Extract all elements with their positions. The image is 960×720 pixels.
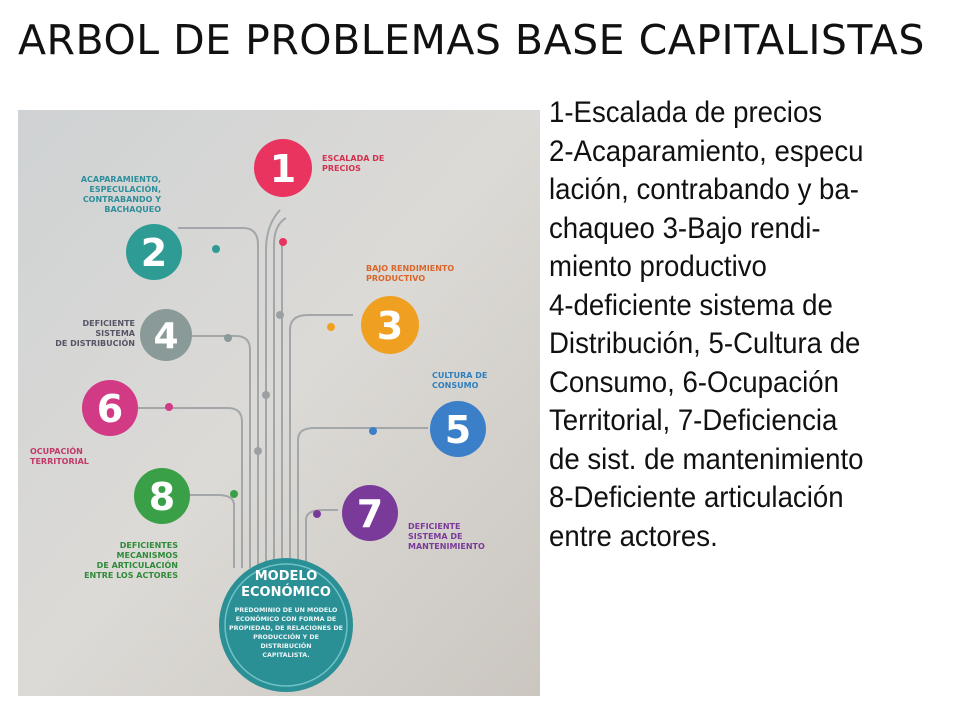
problem-5-label-line-1: CULTURA DE [432,371,488,380]
problem-tree-diagram [18,110,540,696]
center-model [219,558,353,692]
description-line: entre actores. [549,519,718,553]
problem-description [549,94,922,556]
problem-2-label-line-2: ESPECULACIÓN, [89,185,161,194]
problem-3-number: 3 [376,304,404,348]
description-line: Territorial, 7-Deficiencia [549,404,838,437]
description-line: 4-deficiente sistema de [549,288,833,322]
problem-8-label-line-2: MECANISMOS [116,551,178,560]
problem-5-label-line-2: CONSUMO [432,381,479,390]
problem-4-number: 4 [153,316,179,357]
center-body-line-2: ECONÓMICO CON FORMA DE [235,616,337,623]
description-line: 1-Escalada de precios [549,96,823,129]
description-line: Consumo, 6-Ocupación [549,365,839,399]
problem-3-label-line-2: PRODUCTIVO [366,274,426,283]
problem-5-number: 5 [444,408,472,452]
problem-8-label-line-1: DEFICIENTES [119,541,178,550]
problem-7-label-line-1: DEFICIENTE [408,522,461,531]
problem-2-label-line-3: CONTRABANDO Y [82,195,161,204]
center-title-line-2: ECONÓMICO [241,585,331,600]
problem-8-label-line-4: ENTRE LOS ACTORES [84,571,178,580]
problem-6-label-line-2: TERRITORIAL [30,457,89,466]
description-line: miento productivo [549,250,767,283]
problem-6-number: 6 [96,387,124,431]
center-body-line-1: PREDOMINIO DE UN MODELO [234,607,338,614]
center-body-line-3: PROPIEDAD, DE RELACIONES DE [229,625,343,632]
center-title-line-1: MODELO [254,569,318,584]
center-body-line-4: PRODUCCIÓN Y DE [253,634,319,641]
problem-7-label-line-3: MANTENIMIENTO [408,542,485,551]
problem-8-number: 8 [148,475,176,519]
problem-6-label-line-1: OCUPACIÓN [30,447,83,456]
slide-title: ARBOL DE PROBLEMAS BASE CAPITALISTAS [18,16,925,64]
problem-1-label-line-2: PRECIOS [322,164,361,173]
problem-2-label-line-1: ACAPARAMIENTO, [80,175,161,184]
problem-4-label-line-3: DE DISTRIBUCIÓN [55,339,135,348]
center-body-line-5: DISTRIBUCIÓN [260,643,312,650]
problem-1-label-line-1: ESCALADA DE [322,154,385,163]
problem-tree-photo [18,110,540,696]
problem-4-label-line-1: DEFICIENTE [82,319,135,328]
description-line: chaqueo 3-Bajo rendi- [549,211,821,245]
problem-7-number: 7 [356,492,384,536]
problem-2-label-line-4: BACHAQUEO [104,205,161,214]
center-body-line-6: CAPITALISTA. [262,652,310,659]
problem-7-label-line-2: SISTEMA DE [408,532,463,541]
description-line: de sist. de mantenimiento [549,442,864,476]
problem-1-number: 1 [269,147,297,191]
description-line: 8-Deficiente articulación [549,481,844,514]
description-line: 2-Acaparamiento, especu [549,134,864,168]
problem-8-label-line-3: DE ARTICULACIÓN [96,561,178,570]
problem-3-label-line-1: BAJO RENDIMIENTO [366,264,455,273]
description-line: lación, contrabando y ba- [549,173,859,206]
problem-4-label-line-2: SISTEMA [95,329,135,338]
problem-2-number: 2 [140,231,168,275]
description-line: Distribución, 5-Cultura de [549,327,861,360]
